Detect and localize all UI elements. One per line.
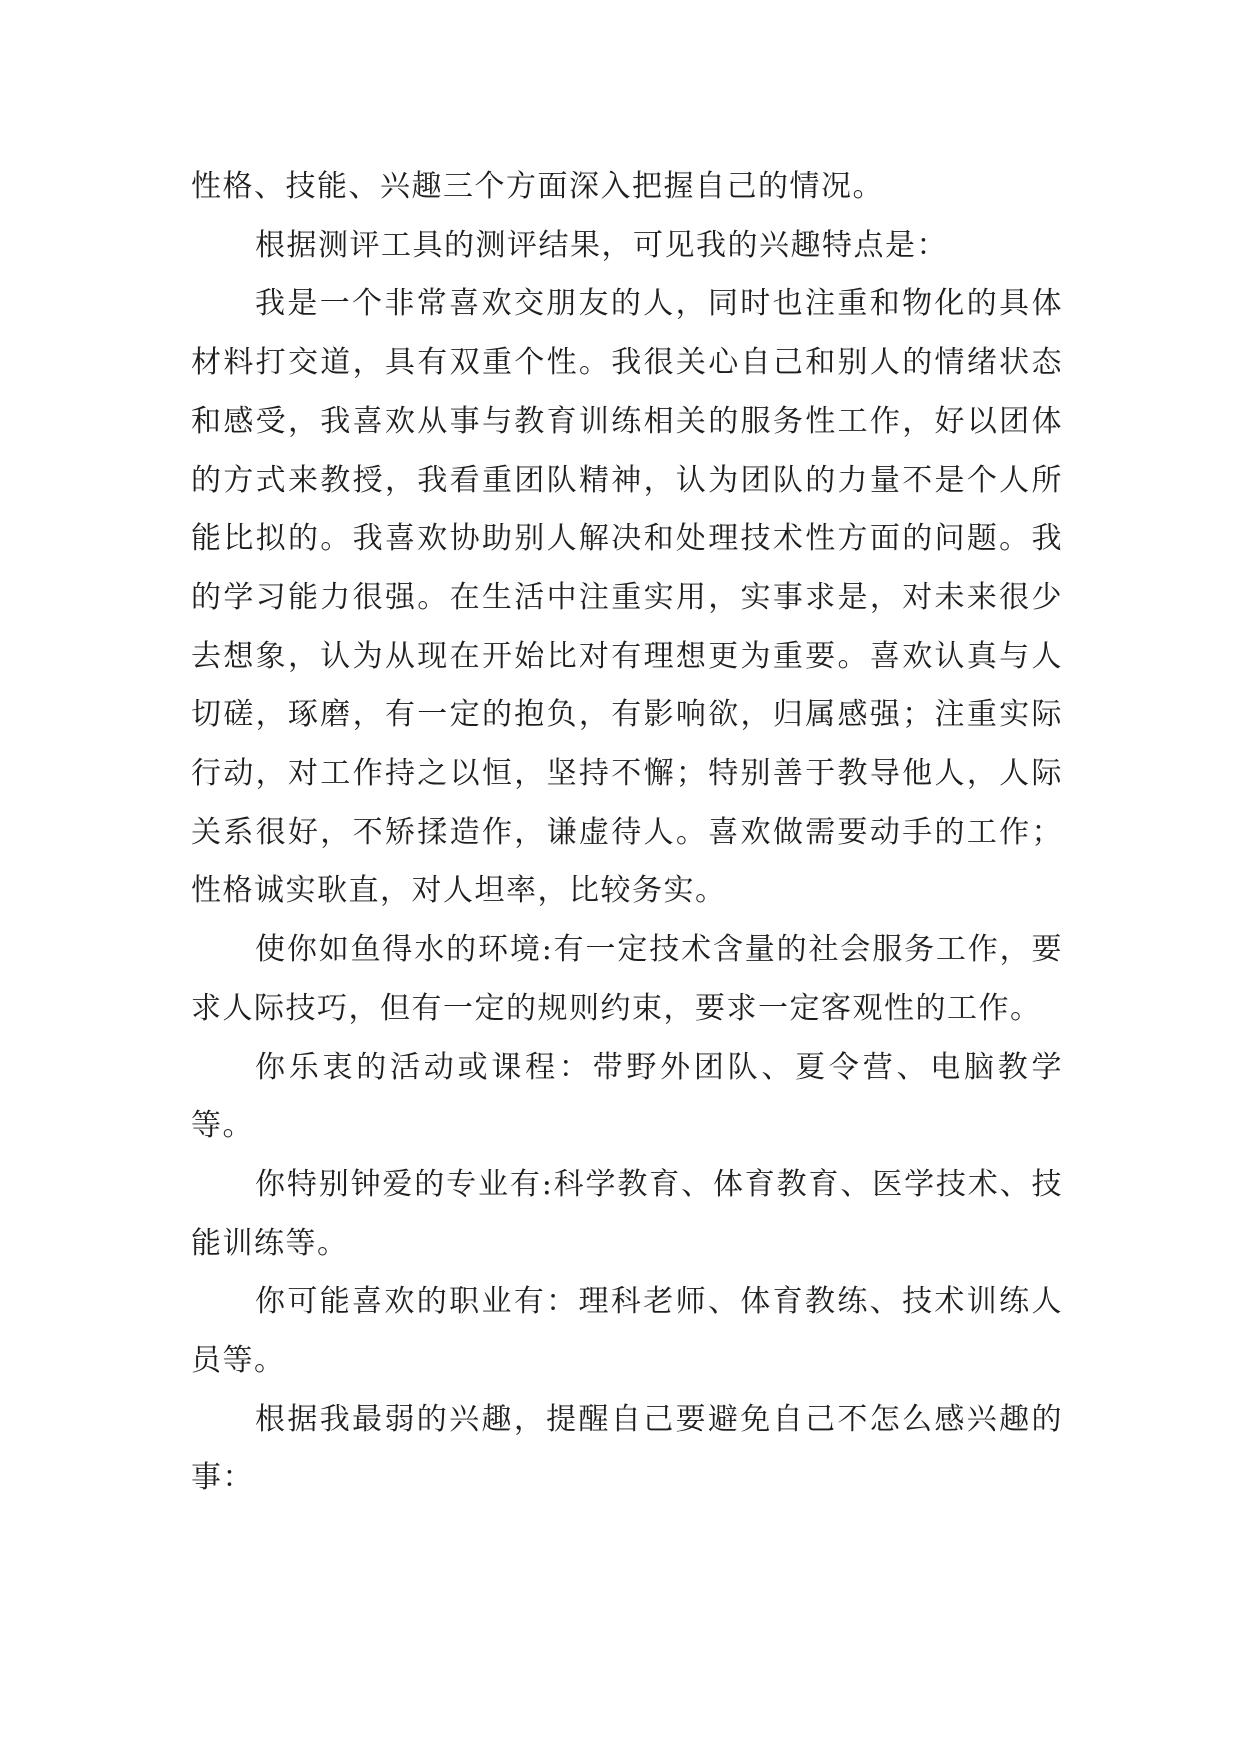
paragraph-8: 根据我最弱的兴趣，提醒自己要避免自己不怎么感兴趣的事： bbox=[191, 1401, 1063, 1496]
paragraph-2: 根据测评工具的测评结果，可见我的兴趣特点是： bbox=[255, 227, 948, 263]
paragraph-1: 性格、技能、兴趣三个方面深入把握自己的情况。 bbox=[191, 169, 884, 204]
paragraph-5: 你乐衷的活动或课程：带野外团队、夏令营、电脑教学等。 bbox=[191, 1049, 1063, 1144]
document-body bbox=[191, 158, 1063, 1508]
paragraph-3: 我是一个非常喜欢交朋友的人，同时也注重和物化的具体材料打交道，具有双重个性。我很关心自己和别人的情绪状态和感受，我喜欢从事与教育训练相关的服务性工作，好以团体的方式来教授，我看重团队精神，认为团队的力量不是个人所能比拟的。我喜欢协助别人解决和处理技术性方面的问题。我的学习能力很强。在生活中注重实用，实事求是，对未来很少去想象，认为从现在开始比对有理想更为重要。喜欢认真与人切磋，琢磨，有一定的抱负，有影响欲，归属感强；注重实际行动，对工作持之以恒，坚持不懈；特别善于教导他人，人际关系很好，不矫揉造作，谦虚待人。喜欢做需要动手的工作；性格诚实耿直，对人坦率，比较务实。 bbox=[191, 286, 1063, 909]
paragraph-6: 你特别钟爱的专业有:科学教育、体育教育、医学技术、技能训练等。 bbox=[191, 1166, 1063, 1261]
paragraph-4: 使你如鱼得水的环境:有一定技术含量的社会服务工作，要求人际技巧，但有一定的规则约束，要求一定客观性的工作。 bbox=[191, 932, 1063, 1026]
paragraph-7: 你可能喜欢的职业有：理科老师、体育教练、技术训练人员等。 bbox=[191, 1284, 1063, 1379]
